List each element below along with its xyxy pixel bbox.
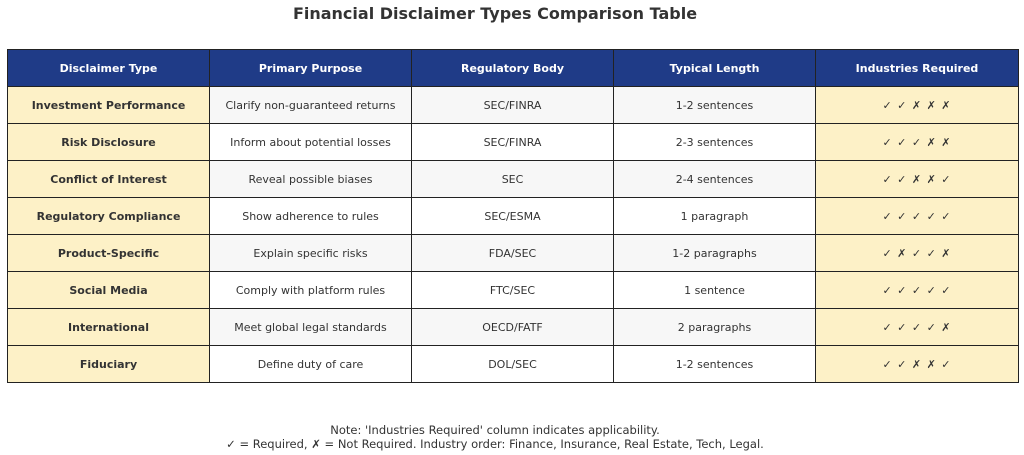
cell-disclaimer-type: International <box>8 309 210 346</box>
column-header-typical-length: Typical Length <box>614 50 816 87</box>
cell-primary-purpose: Define duty of care <box>210 346 412 383</box>
cell-typical-length: 2-3 sentences <box>614 124 816 161</box>
cell-typical-length: 2 paragraphs <box>614 309 816 346</box>
table-row <box>8 161 1019 198</box>
cell-disclaimer-type: Risk Disclosure <box>8 124 210 161</box>
cell-primary-purpose: Meet global legal standards <box>210 309 412 346</box>
cell-regulatory-body: SEC <box>412 161 614 198</box>
cell-industries-required: ✓ ✓ ✓ ✗ ✗ <box>816 124 1019 161</box>
cell-disclaimer-type: Social Media <box>8 272 210 309</box>
table-row <box>8 87 1019 124</box>
column-header-primary-purpose: Primary Purpose <box>210 50 412 87</box>
cell-industries-required: ✓ ✓ ✗ ✗ ✗ <box>816 87 1019 124</box>
cell-typical-length: 1-2 sentences <box>614 87 816 124</box>
cell-primary-purpose: Comply with platform rules <box>210 272 412 309</box>
column-header-disclaimer-type: Disclaimer Type <box>8 50 210 87</box>
cell-disclaimer-type: Fiduciary <box>8 346 210 383</box>
cell-primary-purpose: Clarify non-guaranteed returns <box>210 87 412 124</box>
cell-disclaimer-type: Conflict of Interest <box>8 161 210 198</box>
cell-regulatory-body: FDA/SEC <box>412 235 614 272</box>
cell-industries-required: ✓ ✓ ✗ ✗ ✓ <box>816 346 1019 383</box>
cell-industries-required: ✓ ✗ ✓ ✓ ✗ <box>816 235 1019 272</box>
cell-regulatory-body: SEC/ESMA <box>412 198 614 235</box>
cell-primary-purpose: Reveal possible biases <box>210 161 412 198</box>
cell-primary-purpose: Inform about potential losses <box>210 124 412 161</box>
comparison-table <box>7 49 1019 383</box>
cell-regulatory-body: OECD/FATF <box>412 309 614 346</box>
cell-typical-length: 1 paragraph <box>614 198 816 235</box>
cell-regulatory-body: FTC/SEC <box>412 272 614 309</box>
cell-typical-length: 1-2 paragraphs <box>614 235 816 272</box>
cell-disclaimer-type: Regulatory Compliance <box>8 198 210 235</box>
table-row <box>8 272 1019 309</box>
table-row <box>8 309 1019 346</box>
cell-regulatory-body: SEC/FINRA <box>412 87 614 124</box>
table-row <box>8 346 1019 383</box>
column-header-industries-required: Industries Required <box>816 50 1019 87</box>
footnote-line-2: ✓ = Required, ✗ = Not Required. Industry order: Finance, Insurance, Real Estate, Tech, Legal. <box>226 437 764 451</box>
chart-title: Financial Disclaimer Types Comparison Table <box>292 4 698 23</box>
cell-regulatory-body: SEC/FINRA <box>412 124 614 161</box>
cell-industries-required: ✓ ✓ ✓ ✓ ✓ <box>816 198 1019 235</box>
cell-disclaimer-type: Product-Specific <box>8 235 210 272</box>
cell-typical-length: 2-4 sentences <box>614 161 816 198</box>
cell-typical-length: 1-2 sentences <box>614 346 816 383</box>
cell-primary-purpose: Show adherence to rules <box>210 198 412 235</box>
cell-typical-length: 1 sentence <box>614 272 816 309</box>
cell-industries-required: ✓ ✓ ✓ ✓ ✗ <box>816 309 1019 346</box>
header-row <box>8 50 1019 87</box>
table-row <box>8 198 1019 235</box>
cell-industries-required: ✓ ✓ ✗ ✗ ✓ <box>816 161 1019 198</box>
cell-primary-purpose: Explain specific risks <box>210 235 412 272</box>
cell-regulatory-body: DOL/SEC <box>412 346 614 383</box>
table-row <box>8 124 1019 161</box>
footnote-line-1: Note: 'Industries Required' column indicates applicability. <box>330 423 660 437</box>
cell-disclaimer-type: Investment Performance <box>8 87 210 124</box>
column-header-regulatory-body: Regulatory Body <box>412 50 614 87</box>
table-row <box>8 235 1019 272</box>
cell-industries-required: ✓ ✓ ✓ ✓ ✓ <box>816 272 1019 309</box>
